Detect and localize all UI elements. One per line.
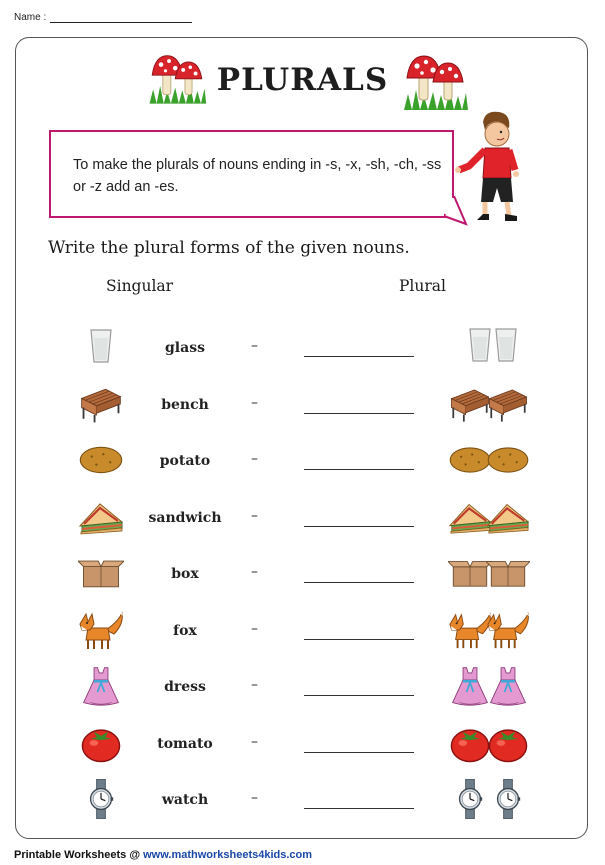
singular-word: tomato — [157, 735, 213, 752]
dress-pair-icon — [446, 663, 536, 709]
answer-line[interactable] — [304, 807, 414, 809]
singular-word: fox — [173, 622, 197, 639]
footer-label: Printable Worksheets @ — [14, 849, 141, 861]
noun-row — [0, 548, 605, 604]
watch-icon — [74, 776, 128, 822]
noun-row — [0, 774, 605, 830]
singular-word: potato — [159, 453, 211, 469]
answer-line[interactable] — [304, 751, 414, 753]
dash: – — [251, 620, 258, 637]
singular-word: watch — [161, 792, 209, 808]
instruction: Write the plural forms of the given nouns. — [48, 238, 410, 258]
dash: – — [251, 451, 258, 467]
page-title: PLURALS — [216, 62, 389, 98]
singular-word: sandwich — [148, 509, 222, 526]
noun-row — [0, 718, 605, 774]
rule-callout — [49, 130, 454, 218]
noun-row — [0, 435, 605, 491]
bench-icon — [74, 381, 128, 427]
glass-icon — [74, 324, 128, 370]
answer-line[interactable] — [304, 412, 414, 414]
dash: – — [251, 507, 258, 524]
dash: – — [251, 733, 258, 750]
bench-pair-icon — [446, 381, 536, 427]
dash: – — [251, 790, 258, 806]
singular-word: glass — [165, 340, 205, 356]
singular-word: dress — [164, 679, 206, 695]
fox-icon — [74, 607, 128, 653]
noun-row — [0, 322, 605, 378]
name-line[interactable] — [50, 12, 192, 23]
rule-text: To make the plurals of nouns ending in -s, -x, -sh, -ch, -ss or -z add an -es. — [73, 157, 442, 195]
answer-line[interactable] — [304, 355, 414, 357]
sandwich-pair-icon — [446, 494, 536, 540]
singular-word: box — [171, 566, 199, 582]
dash: – — [251, 677, 258, 693]
glass-pair-icon — [446, 324, 536, 370]
box-pair-icon — [446, 550, 536, 596]
dash: – — [251, 338, 258, 354]
name-label: Name : — [14, 12, 47, 23]
answer-line[interactable] — [304, 468, 414, 470]
answer-line[interactable] — [304, 525, 414, 527]
answer-line[interactable] — [304, 638, 414, 640]
watch-pair-icon — [446, 776, 536, 822]
name-field — [14, 12, 192, 23]
plural-header: Plural — [399, 277, 446, 295]
noun-row — [0, 661, 605, 717]
tomato-pair-icon — [446, 720, 536, 766]
singular-header: Singular — [106, 277, 174, 295]
fox-pair-icon — [446, 607, 536, 653]
potato-icon — [74, 437, 128, 483]
dress-icon — [74, 663, 128, 709]
singular-word: bench — [161, 396, 209, 413]
dash: – — [251, 564, 258, 580]
noun-row — [0, 492, 605, 548]
footer-link[interactable]: www.mathworksheets4kids.com — [143, 849, 313, 861]
boy-icon — [455, 108, 535, 230]
answer-line[interactable] — [304, 694, 414, 696]
answer-line[interactable] — [304, 581, 414, 583]
box-icon — [74, 550, 128, 596]
dash: – — [251, 394, 258, 411]
footer — [14, 849, 312, 861]
potato-pair-icon — [446, 437, 536, 483]
noun-row — [0, 605, 605, 661]
noun-row — [0, 379, 605, 435]
tomato-icon — [74, 720, 128, 766]
sandwich-icon — [74, 494, 128, 540]
